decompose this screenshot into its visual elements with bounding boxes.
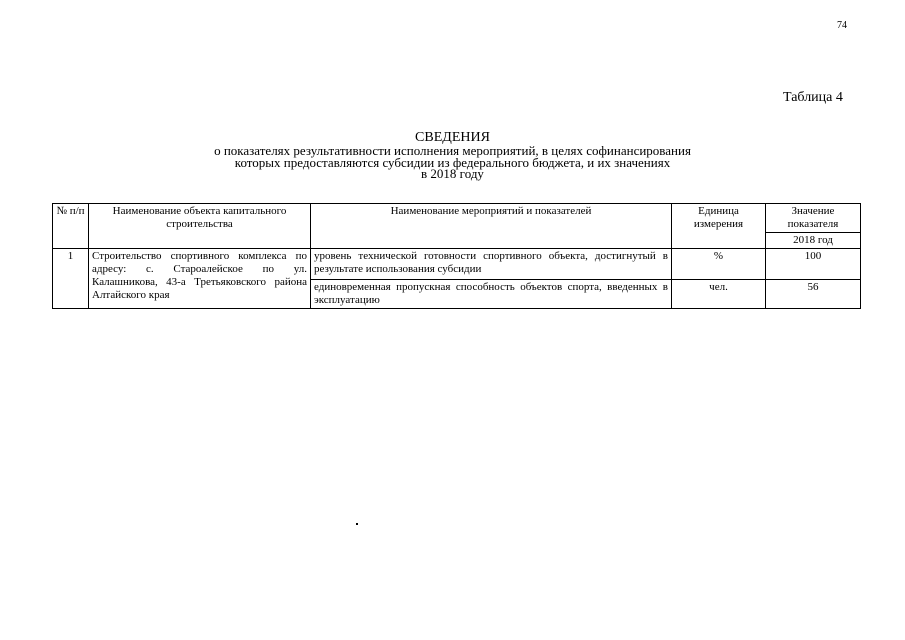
table-header-row [53,204,861,233]
header-year: 2018 год [766,233,861,249]
table-label: Таблица 4 [783,90,843,105]
subtitle-line-2: которых предоставляются субсидии из федерального бюджета, и их значениях [234,154,671,170]
page-number: 74 [837,20,847,31]
header-number: № п/п [53,204,89,249]
indicator-name-cell: уровень технической готовности спортивного объекта, достигнутый в результате использования субсидии [311,249,672,280]
header-value: Значение показателя [766,204,861,233]
header-measures: Наименование мероприятий и показателей [311,204,672,249]
indicator-value-cell: 100 [766,249,861,280]
indicator-unit-cell: % [672,249,766,280]
header-unit: Единица измерения [672,204,766,249]
document-heading [0,131,905,180]
header-object-name: Наименование объекта капитального строительства [89,204,311,249]
subtitle-line-1: о показателях результативности исполнения мероприятий, в целях софинансирования [214,143,691,158]
indicators-table [52,203,861,309]
subtitle-line-3: в 2018 году [421,166,484,181]
object-name-cell: Строительство спортивного комплекса по адресу: с. Староалейское по ул. Калашникова, 43-а Третьяковского района Алтайского края [89,249,311,309]
indicator-value-cell: 56 [766,280,861,309]
row-number: 1 [53,249,89,309]
indicator-name-cell: единовременная пропускная способность объектов спорта, введенных в эксплуатацию [311,280,672,309]
table-row [53,249,861,280]
stray-dot [356,523,358,525]
indicator-unit-cell: чел. [672,280,766,309]
document-title: СВЕДЕНИЯ [415,130,490,145]
